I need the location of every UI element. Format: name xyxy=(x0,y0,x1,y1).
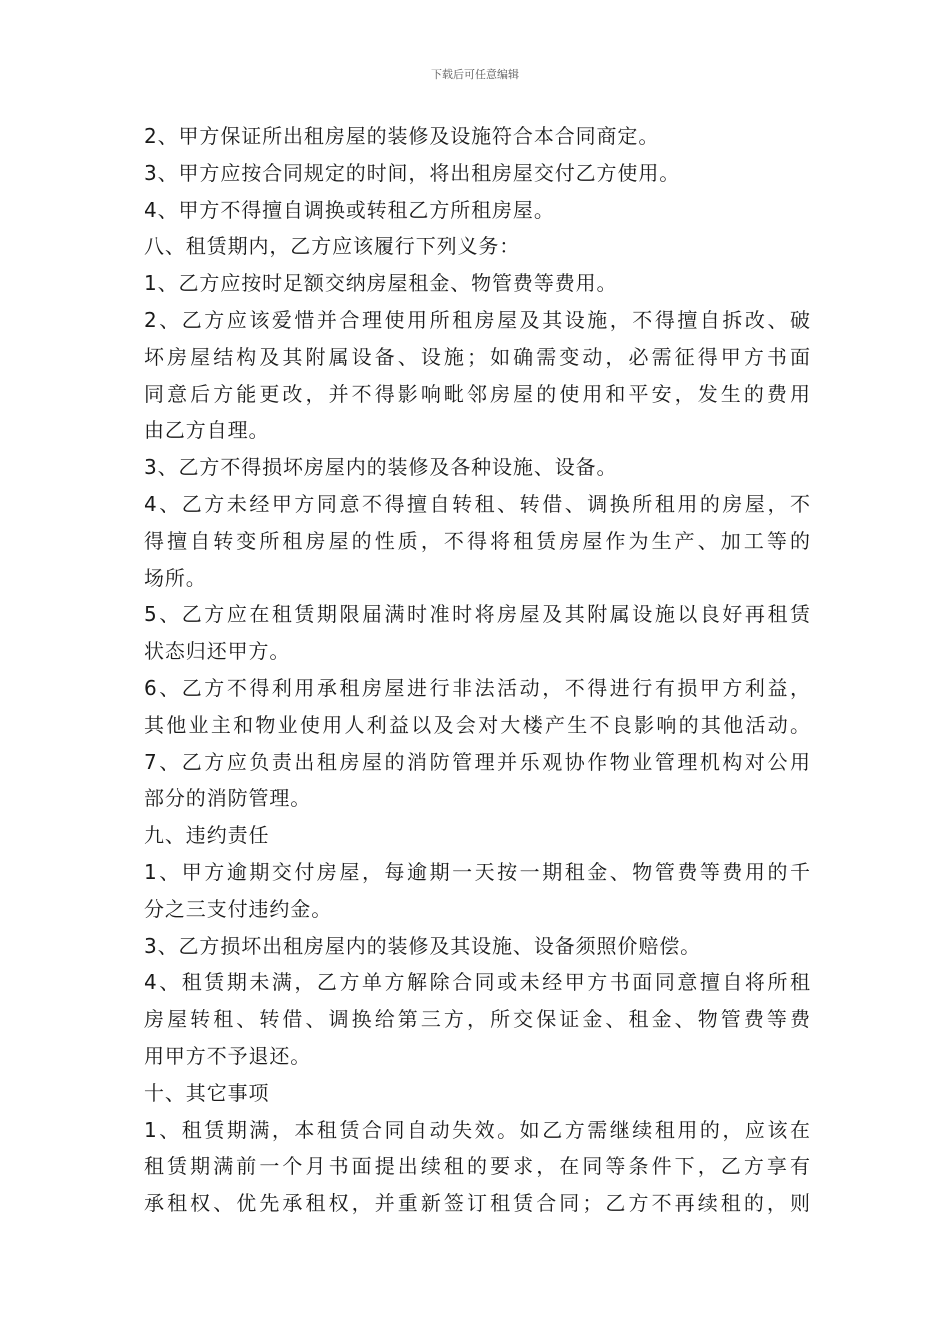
text-line: 4、甲方不得擅自调换或转租乙方所租房屋。 xyxy=(144,197,555,222)
text-line: 得擅自转变所租房屋的性质，不得将租赁房屋作为生产、加工等的 xyxy=(144,528,810,553)
text-line: 八、租赁期内，乙方应该履行下列义务： xyxy=(144,234,521,259)
text-line: 3、乙方不得损坏房屋内的装修及各种设施、设备。 xyxy=(144,455,618,480)
text-line: 7、乙方应负责出租房屋的消防管理并乐观协作物业管理机构对公用 xyxy=(144,749,810,774)
text-line: 5、乙方应在租赁期限届满时准时将房屋及其附属设施以良好再租赁 xyxy=(144,602,810,627)
text-line: 2、甲方保证所出租房屋的装修及设施符合本合同商定。 xyxy=(144,124,660,148)
text-line: 3、甲方应按合同规定的时间，将出租房屋交付乙方使用。 xyxy=(144,160,681,185)
text-line: 由乙方自理。 xyxy=(144,418,270,443)
text-line: 用甲方不予退还。 xyxy=(144,1043,312,1068)
text-line: 部分的消防管理。 xyxy=(144,786,312,811)
text-line: 6、乙方不得利用承租房屋进行非法活动，不得进行有损甲方利益， xyxy=(144,675,810,700)
text-line: 4、租赁期未满，乙方单方解除合同或未经甲方书面同意擅自将所租 xyxy=(144,970,810,995)
text-line: 分之三支付违约金。 xyxy=(144,896,333,921)
text-line: 3、乙方损坏出租房屋内的装修及其设施、设备须照价赔偿。 xyxy=(144,933,702,958)
text-line: 坏房屋结构及其附属设备、设施；如确需变动，必需征得甲方书面 xyxy=(144,344,810,369)
text-line: 九、违约责任 xyxy=(144,823,270,848)
text-line: 2、乙方应该爱惜并合理使用所租房屋及其设施，不得擅自拆改、破 xyxy=(144,307,810,332)
text-line: 1、租赁期满，本租赁合同自动失效。如乙方需继续租用的，应该在 xyxy=(144,1117,810,1142)
text-line: 4、乙方未经甲方同意不得擅自转租、转借、调换所租用的房屋，不 xyxy=(144,491,810,516)
text-line: 租赁期满前一个月书面提出续租的要求，在同等条件下，乙方享有 xyxy=(144,1154,810,1179)
text-line: 场所。 xyxy=(144,565,207,590)
text-line: 十、其它事项 xyxy=(144,1080,270,1105)
text-line: 1、乙方应按时足额交纳房屋租金、物管费等费用。 xyxy=(144,271,618,296)
text-line: 房屋转租、转借、调换给第三方，所交保证金、租金、物管费等费 xyxy=(144,1007,810,1032)
text-line: 状态归还甲方。 xyxy=(144,639,291,664)
text-line: 其他业主和物业使用人利益以及会对大楼产生不良影响的其他活动。 xyxy=(144,712,810,737)
header-note: 下载后可任意编辑 xyxy=(431,68,519,81)
text-line: 同意后方能更改，并不得影响毗邻房屋的使用和平安，发生的费用 xyxy=(144,381,810,406)
document-body xyxy=(144,118,810,1222)
text-line: 1、甲方逾期交付房屋，每逾期一天按一期租金、物管费等费用的千 xyxy=(144,859,810,884)
text-line: 承租权、优先承租权，并重新签订租赁合同；乙方不再续租的，则 xyxy=(144,1191,810,1216)
